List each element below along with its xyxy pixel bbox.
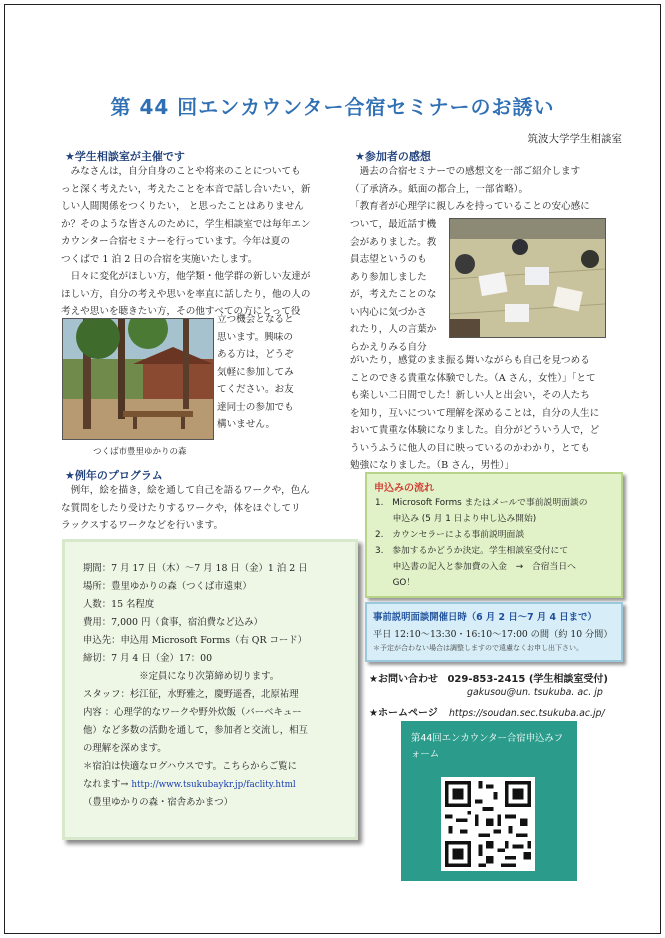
step-line: 申込書の記入と参加費の入金 → 合宿当日へ	[375, 562, 576, 572]
text-line: 日々に変化がほしい方，他学類・他学群の新しい友達が	[61, 271, 311, 282]
form-card-title: 第44回エンカウンター合宿申込みフォーム	[411, 733, 564, 760]
text-line: ういうふうに他人の目に映っているのかわかり，とても	[350, 442, 590, 454]
text-line: ついて，最近話す機	[350, 219, 437, 230]
text-line: 勉強になりました。（B さん，男性）」	[350, 460, 515, 471]
detail-line: 人数：15 名程度	[83, 599, 155, 610]
text-line: 構いません。	[217, 419, 276, 430]
homepage-link[interactable]: https://soudan.sec.tsukuba.ac.jp/	[448, 708, 605, 719]
qr-code-icon[interactable]	[441, 777, 535, 871]
text-line: ことのできる貴重な体験でした。（A さん，女性）」「とて	[350, 372, 596, 384]
text-line: 「教育者が心理学に親しみを持っていることの安心感に	[350, 201, 590, 212]
detail-line	[83, 776, 351, 794]
step-line: 1. Microsoft Forms またはメールで事前説明面談の	[375, 498, 588, 508]
section-heading-feedback: ★参加者の感想	[355, 150, 431, 163]
text-line: らかえりみる自分	[350, 341, 427, 353]
text-line: 過去の合宿セミナーでの感想文を一部ご紹介します	[350, 166, 581, 177]
detail-line: 他）など多数の活動を通して，参加者と交流し，相互	[83, 725, 308, 736]
text-line: （了承済み。紙面の都合上，一部省略）。	[350, 183, 529, 195]
text-line: か？そのような皆さんのために，学生相談室では毎年エン	[61, 218, 311, 230]
phone-number[interactable]: 029-853-2415 (学生相談室受付)	[447, 674, 608, 685]
step-line: GO！	[375, 578, 416, 588]
detail-line: 期間：7 月 17 日（木）～7 月 18 日（金）1 泊 2 日	[83, 563, 308, 574]
application-steps	[375, 495, 619, 591]
page-title: 第 44 回エンカウンター合宿セミナーのお誘い	[110, 95, 555, 119]
text-line: な質問をしたり受けたりするワークや，体をほぐしてリ	[61, 502, 301, 514]
application-flow-heading: 申込みの流れ	[374, 483, 434, 494]
detail-line: ＊宿泊は快適なログハウスです。こちらからご覧に	[83, 761, 298, 772]
text-line: が，考えたことのな	[350, 289, 437, 300]
detail-line: 場所：豊里ゆかりの森（つくば市遠東）	[83, 581, 252, 592]
feedback-paragraph-side	[350, 216, 446, 356]
text-line: 員志望というのも	[350, 254, 427, 265]
intro-paragraph-side	[217, 311, 357, 434]
facility-link[interactable]: http://www.tsukubaykr.jp/faclity.html	[131, 780, 296, 790]
email-address[interactable]: gakusou@un. tsukuba. ac. jp	[467, 687, 603, 698]
text-line: 達同士の参加でも	[217, 401, 294, 413]
section-heading-host: ★学生相談室が主催です	[65, 150, 185, 163]
text-line: 会がありました。教	[350, 236, 437, 248]
inquiry-row	[369, 670, 608, 685]
text-line: っと深く考えたい，考えたことを本音で話し合いたい，新	[61, 183, 311, 195]
workshop-photo	[449, 218, 606, 338]
detail-line: （豊里ゆかりの森・宿舎あかまつ）	[83, 797, 234, 808]
interview-heading: 事前説明面談開催日時（6 月 2 日～7 月 4 日まで）	[373, 612, 597, 623]
text-line: つくばで 1 泊 2 日の合宿を実施いたします。	[61, 253, 258, 265]
interview-schedule-box	[365, 602, 623, 662]
step-line: 3. 参加するかどうか決定。学生相談室受付にて	[375, 546, 569, 556]
text-line: がいたり，感覚のまま振る舞いながらも自己を見つめる	[350, 355, 590, 366]
interview-time: 平日 12:10～13:30・16:10～17:00 の間（約 10 分間）	[373, 629, 613, 640]
event-details-box	[62, 539, 358, 840]
text-line: 気軽に参加してみ	[217, 366, 294, 378]
flyer-page	[4, 4, 661, 934]
text-line: あり参加しました	[350, 271, 427, 283]
step-line: 申込み (5 月 1 日より申し込み開始)	[375, 514, 537, 524]
text-line: も楽しい二日間でした！新しい人と出会い，その人たち	[350, 390, 590, 401]
text-line: ある方は，どうぞ	[217, 349, 294, 360]
text-line: カウンター合宿セミナーを行っています。今年は夏の	[61, 236, 291, 247]
text-line: を知り，互いについて理解を深めることは，自分の人生に	[350, 407, 600, 419]
interview-note: ＊予定が合わない場合は調整しますので遠慮なくお申し出下さい。	[373, 644, 583, 652]
text-line: みなさんは，自分自身のことや将来のことについても	[61, 166, 301, 177]
text-line: ほしい方，自分の考えや思いを率直に話したり，他の人の	[61, 288, 311, 300]
text-line: 例年，絵を描き，絵を通して自己を語るワークや，色ん	[61, 485, 310, 496]
feedback-paragraph-bottom	[350, 352, 632, 475]
text-line: 立つ機会となると	[217, 314, 294, 325]
detail-line: 内容 ：心理学的なワークや野外炊飯（バーベキュー	[83, 707, 302, 718]
inquiry-label: ★お問い合わせ	[369, 674, 438, 685]
text-line: しい人間関係をつくりたい， と思ったことはありません	[61, 201, 304, 212]
application-form-card[interactable]	[401, 721, 577, 881]
application-flow-box	[365, 472, 623, 598]
detail-line: ※定員になり次第締め切ります。	[83, 671, 280, 682]
detail-line: 締切：7 月 4 日（金）17：00	[83, 653, 213, 664]
feedback-paragraph-top	[350, 163, 630, 216]
program-paragraph	[61, 482, 361, 535]
detail-line: スタッフ：杉江征，水野雅之，慶野遥香，北原祐理	[83, 689, 299, 700]
text-line: れたり，人の言葉か	[350, 324, 437, 335]
event-details-list	[83, 560, 351, 812]
detail-line: 申込先：申込用 Microsoft Forms（右 QR コード）	[83, 635, 308, 646]
forest-photo	[62, 318, 214, 440]
homepage-row	[369, 704, 605, 719]
section-heading-program: ★例年のプログラム	[65, 469, 163, 482]
intro-paragraph	[61, 163, 361, 321]
detail-line-text: なれます→	[83, 779, 129, 790]
detail-line: 費用：7,000 円（食事，宿泊費など込み）	[83, 617, 263, 628]
photo-caption: つくば市豊里ゆかりの森	[93, 447, 187, 457]
text-line: 考えや思いを聴きたい方，その他すべての方にとって役	[61, 306, 301, 317]
organization-name: 筑波大学学生相談室	[527, 133, 622, 145]
step-line: 2. カウンセラーによる事前説明面談	[375, 530, 525, 540]
text-line: 思います。興味の	[217, 331, 293, 343]
detail-line: の理解を深めます。	[83, 743, 167, 754]
homepage-label: ★ホームページ	[369, 708, 438, 719]
text-line: い内心に気づかさ	[350, 306, 427, 318]
text-line: ラックスするワークなどを行います。	[61, 520, 224, 531]
text-line: てください。お友	[217, 384, 294, 395]
qr-code-graphic	[441, 777, 535, 871]
text-line: おいて貴重な体験になりました。自分がどういう人で，ど	[350, 425, 600, 436]
